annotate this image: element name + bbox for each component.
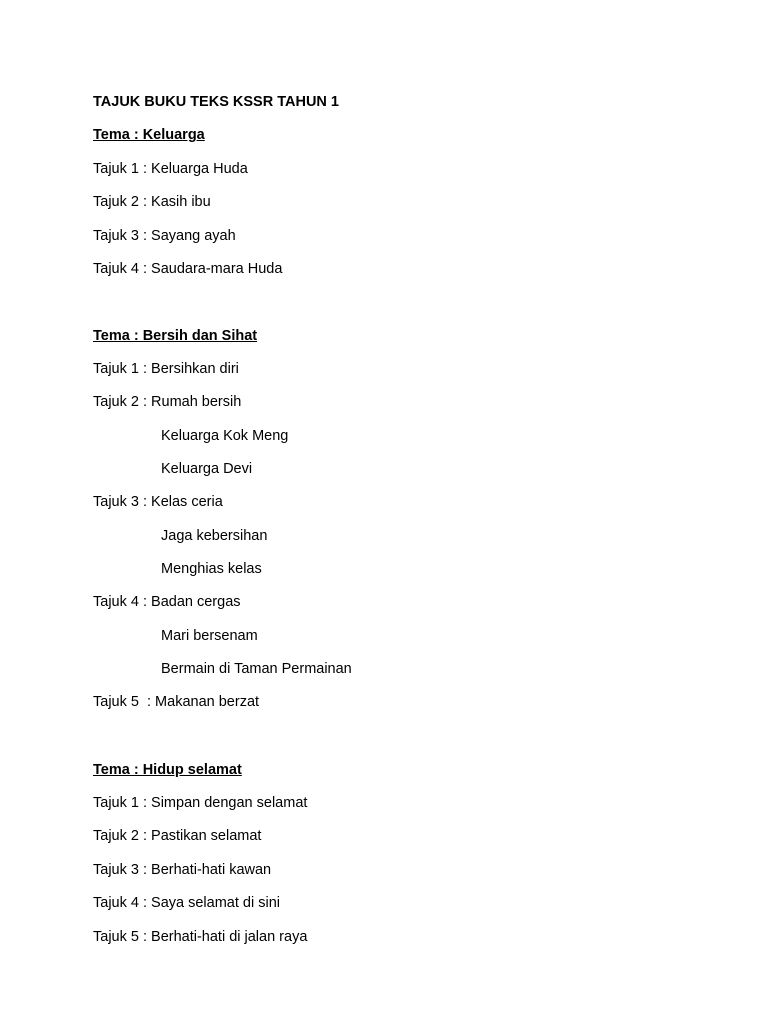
topic-line: Tajuk 1 : Simpan dengan selamat: [93, 795, 308, 811]
topic-line: Tajuk 3 : Kelas ceria: [93, 494, 223, 510]
topic-line: Tajuk 3 : Sayang ayah: [93, 228, 236, 244]
topic-line: Tajuk 4 : Badan cergas: [93, 594, 241, 610]
theme-heading-hidup-selamat: Tema : Hidup selamat: [93, 762, 242, 778]
topic-line: Tajuk 4 : Saudara-mara Huda: [93, 261, 283, 277]
topic-line: Tajuk 3 : Berhati-hati kawan: [93, 862, 272, 878]
topic-line: Tajuk 1 : Bersihkan diri: [93, 361, 239, 377]
topic-line: Tajuk 2 : Kasih ibu: [93, 194, 211, 210]
subtopic-line: Keluarga Devi: [161, 461, 253, 477]
topic-line: Tajuk 5 : Berhati-hati di jalan raya: [93, 929, 308, 945]
topic-line: Tajuk 5 : Makanan berzat: [93, 694, 260, 710]
subtopic-line: Jaga kebersihan: [161, 528, 268, 544]
subtopic-line: Menghias kelas: [161, 561, 262, 577]
subtopic-line: Keluarga Kok Meng: [161, 428, 289, 444]
theme-heading-bersih-dan-sihat: Tema : Bersih dan Sihat: [93, 328, 258, 344]
subtopic-line: Bermain di Taman Permainan: [161, 661, 352, 677]
document-title: TAJUK BUKU TEKS KSSR TAHUN 1: [93, 94, 339, 110]
theme-heading-keluarga: Tema : Keluarga: [93, 127, 205, 143]
topic-line: Tajuk 4 : Saya selamat di sini: [93, 895, 280, 911]
topic-line: Tajuk 2 : Rumah bersih: [93, 394, 242, 410]
topic-line: Tajuk 2 : Pastikan selamat: [93, 828, 262, 844]
subtopic-line: Mari bersenam: [161, 628, 258, 644]
topic-line: Tajuk 1 : Keluarga Huda: [93, 161, 248, 177]
